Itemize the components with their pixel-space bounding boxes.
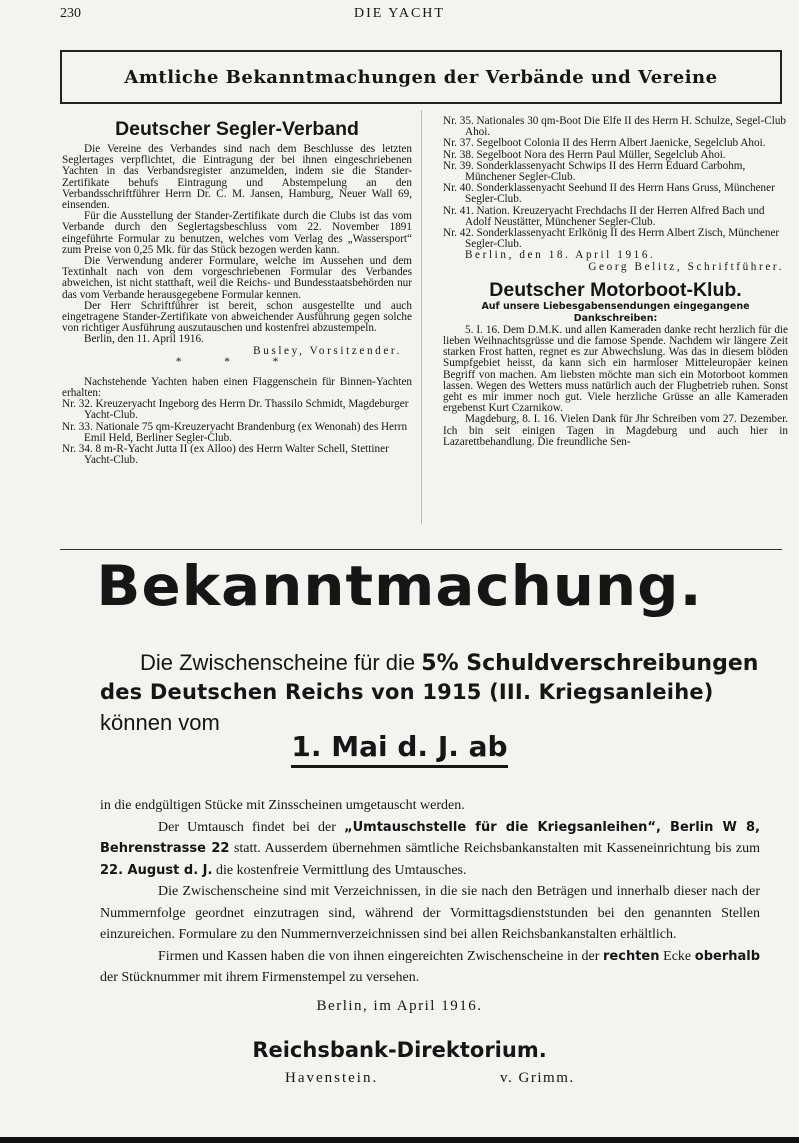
notice-line-2: des Deutschen Reichs von 1915 (III. Kriegsanleihe) [100, 680, 714, 704]
notice-paragraph [100, 817, 760, 882]
yacht-entry: Nr. 33. Nationale 75 qm-Kreuzeryacht Brandenburg (ex Wenonah) des Herrn Emil Held, Berliner Segler-Club. [62, 420, 408, 444]
dmk-paragraph: 5. I. 16. Dem D.M.K. und allen Kameraden danke recht herzlich für die lieben Weihnachtsgrüsse und die famose Spende. Nachdem wir längere Zeit starken Frost hatten, regnet es zur Abwechslung. Was das in diesem blöden Sumpfgebiet heisst, da kann sich ein harmloser Mitteleuropäer keinen Begriff von machen. Am liebsten möchte man sich ein Motorboot kommen lassen. Wegen des Wetters muss natürlich auch der Flugbetrieb ruhen. Sonst geht es mir immer noch gut. Viele herzliche Grüsse an alle Kameraden ergebenst Kurt Czarnikow. [443, 323, 788, 415]
page-number: 230 [60, 6, 81, 21]
notice-text: statt. Ausserdem übernehmen sämtliche Reichsbankanstalten mit Kasseneinrichtung bis zum [233, 841, 760, 856]
notice-signature: Reichsbank-Direktorium. [252, 1038, 547, 1062]
dmk-title: Deutscher Motorboot-Klub. [489, 278, 742, 301]
notice-place-date: Berlin, im April 1916. [316, 998, 483, 1014]
dsv-title: Deutscher Segler-Verband [115, 118, 359, 140]
notice-date [0, 730, 799, 763]
notice-text: Der Umtausch findet bei der [158, 819, 336, 835]
signatory-name: v. Grimm. [500, 1070, 575, 1086]
right-column [443, 116, 788, 448]
notice-line-1-bold: 5% Schuldverschreibungen [421, 651, 759, 676]
notice-date-text: 1. Mai d. J. ab [291, 730, 507, 768]
notice-text: die kostenfreie Vermittlung des Umtausches. [215, 862, 467, 878]
signatory-name: Havenstein. [285, 1070, 379, 1086]
notice-paragraph [100, 946, 760, 989]
notice-bold-text: „Umtauschstelle für die Kriegsanleihen“, Berlin W 8, Behrenstrasse 22 [100, 819, 760, 856]
dsv-date-2: Berlin, den 18. April 1916. [465, 249, 656, 262]
yacht-entry: Nr. 41. Nation. Kreuzeryacht Frechdachs II der Herren Alfred Bach und Adolf Neustätter, Münchener Segler-Club. [443, 204, 765, 228]
dsv-signer: Busley, Vorsitzender. [253, 344, 402, 357]
dsv-paragraph: Die Vereine des Verbandes sind nach dem Beschlusse des letzten Seglertages verpflichtet, die Eintragung der bei ihnen eingeschriebenen Yachten in das Verbandsregister anzumelden, indem sie die Stander-Zertifikate behufs Eintragung und Abstempelung an den Verbandsschriftführer Herrn Dr. C. M. Jansen, Hamburg, Neuer Wall 69, einsenden. [62, 143, 412, 212]
notice-text: Ecke [663, 948, 692, 964]
banner-title: Amtliche Bekanntmachungen der Verbände und Vereine [124, 66, 718, 88]
notice-line-1-text: Die Zwischenscheine für die [140, 650, 416, 675]
dsv-paragraph: Für die Ausstellung der Stander-Zertifikate durch die Clubs ist das vom Verbande durch den Seglertagsbeschluss vom 22. November 1891 eingeführte Formular zu benutzen, welches vom Verlag des „Wassersport“ zum Preise von 0,25 Mk. für das Stück bezogen werden kann. [62, 210, 412, 256]
dsv-signer-2: Georg Belitz, Schriftführer. [588, 260, 784, 273]
notice-text: Firmen und Kassen haben die von ihnen eingereichten Zwischenscheine in der [158, 948, 600, 964]
notice-line-3: können vom [100, 710, 220, 735]
page-bottom-edge [0, 1137, 799, 1143]
dsv-paragraph: Nachstehende Yachten haben einen Flaggenschein für Binnen-Yachten erhalten: [62, 375, 412, 400]
notice-line-1 [140, 650, 758, 676]
dsv-paragraph: Der Herr Schriftführer ist bereit, schon ausgestellte und auch eingetragene Stander-Zertifikate von abweichender Ausführung gegen solche von richtiger Ausführung auszutauschen und kostenfrei abzustempeln. [62, 299, 412, 335]
section-rule [60, 549, 782, 550]
dsv-paragraph: Die Verwendung anderer Formulare, welche im Aussehen und dem Textinhalt nach von dem vorgeschriebenen Formular des Verbandes abweichen, ist nicht statthaft, weil die Reichs- und Bundesstaatsbehörden nur das vom Verbande herausgegebene Formular kennen. [62, 255, 412, 301]
yacht-entry: Nr. 38. Segelboot Nora des Herrn Paul Müller, Segelclub Ahoi. [443, 148, 726, 161]
notice-bold-text: rechten [603, 948, 660, 964]
yacht-entry: Nr. 40. Sonderklassenyacht Seehund II des Herrn Hans Gruss, Münchener Segler-Club. [443, 182, 775, 206]
notice-bold-text: 22. August d. J. [100, 862, 213, 878]
dmk-paragraph: Magdeburg, 8. I. 16. Vielen Dank für Jhr Schreiben vom 27. Dezember. Ich bin seit einigen Tagen in Magdeburg und auch hier in Lazarettbehandlung. Die freundliche Sen- [443, 413, 788, 448]
left-column [62, 118, 412, 466]
section-banner [60, 50, 782, 104]
notice-bold-text: oberhalb [694, 948, 761, 964]
column-divider [421, 110, 422, 524]
running-title: DIE YACHT [354, 6, 445, 21]
notice-paragraph: Die Zwischenscheine sind mit Verzeichnissen, in die sie nach den Beträgen und innerhalb dieser nach der Nummernfolge geordnet einzutragen sind, während der Vormittagsdienststunden bei den genannten Stellen einzureichen. Formulare zu den Nummernverzeichnissen sind bei allen Reichsbankanstalten erhältlich. [100, 884, 760, 942]
yacht-entry: Nr. 32. Kreuzeryacht Ingeborg des Herrn Dr. Thassilo Schmidt, Magdeburger Yacht-Club. [62, 398, 409, 422]
notice-heading: Bekanntmachung. [96, 554, 703, 618]
yacht-entry: Nr. 39. Sonderklassenyacht Schwips II des Herrn Eduard Carbohm, Münchener Segler-Club. [443, 159, 746, 184]
notice-body [100, 795, 760, 989]
notice-paragraph: in die endgültigen Stücke mit Zinsscheinen umgetauscht werden. [100, 798, 465, 813]
dmk-subtitle: Auf unsere Liebesgabensendungen eingegangene Dankschreiben: [481, 300, 750, 324]
yacht-entry: Nr. 37. Segelboot Colonia II des Herrn Albert Jaenicke, Segelclub Ahoi. [443, 137, 766, 150]
yacht-entry: Nr. 35. Nationales 30 qm-Boot Die Elfe II des Herrn H. Schulze, Segel-Club Ahoi. [443, 115, 787, 139]
yacht-entry: Nr. 34. 8 m-R-Yacht Jutta II (ex Alloo) des Herrn Walter Schell, Stettiner Yacht-Club. [62, 443, 389, 467]
yacht-entry: Nr. 42. Sonderklassenyacht Erlkönig II des Herrn Albert Zisch, Münchener Segler-Club. [443, 227, 780, 251]
separator-stars: * * * [175, 355, 299, 368]
notice-text: der Stücknummer mit ihrem Firmenstempel zu versehen. [100, 970, 420, 985]
dsv-date: Berlin, den 11. April 1916. [84, 333, 204, 346]
